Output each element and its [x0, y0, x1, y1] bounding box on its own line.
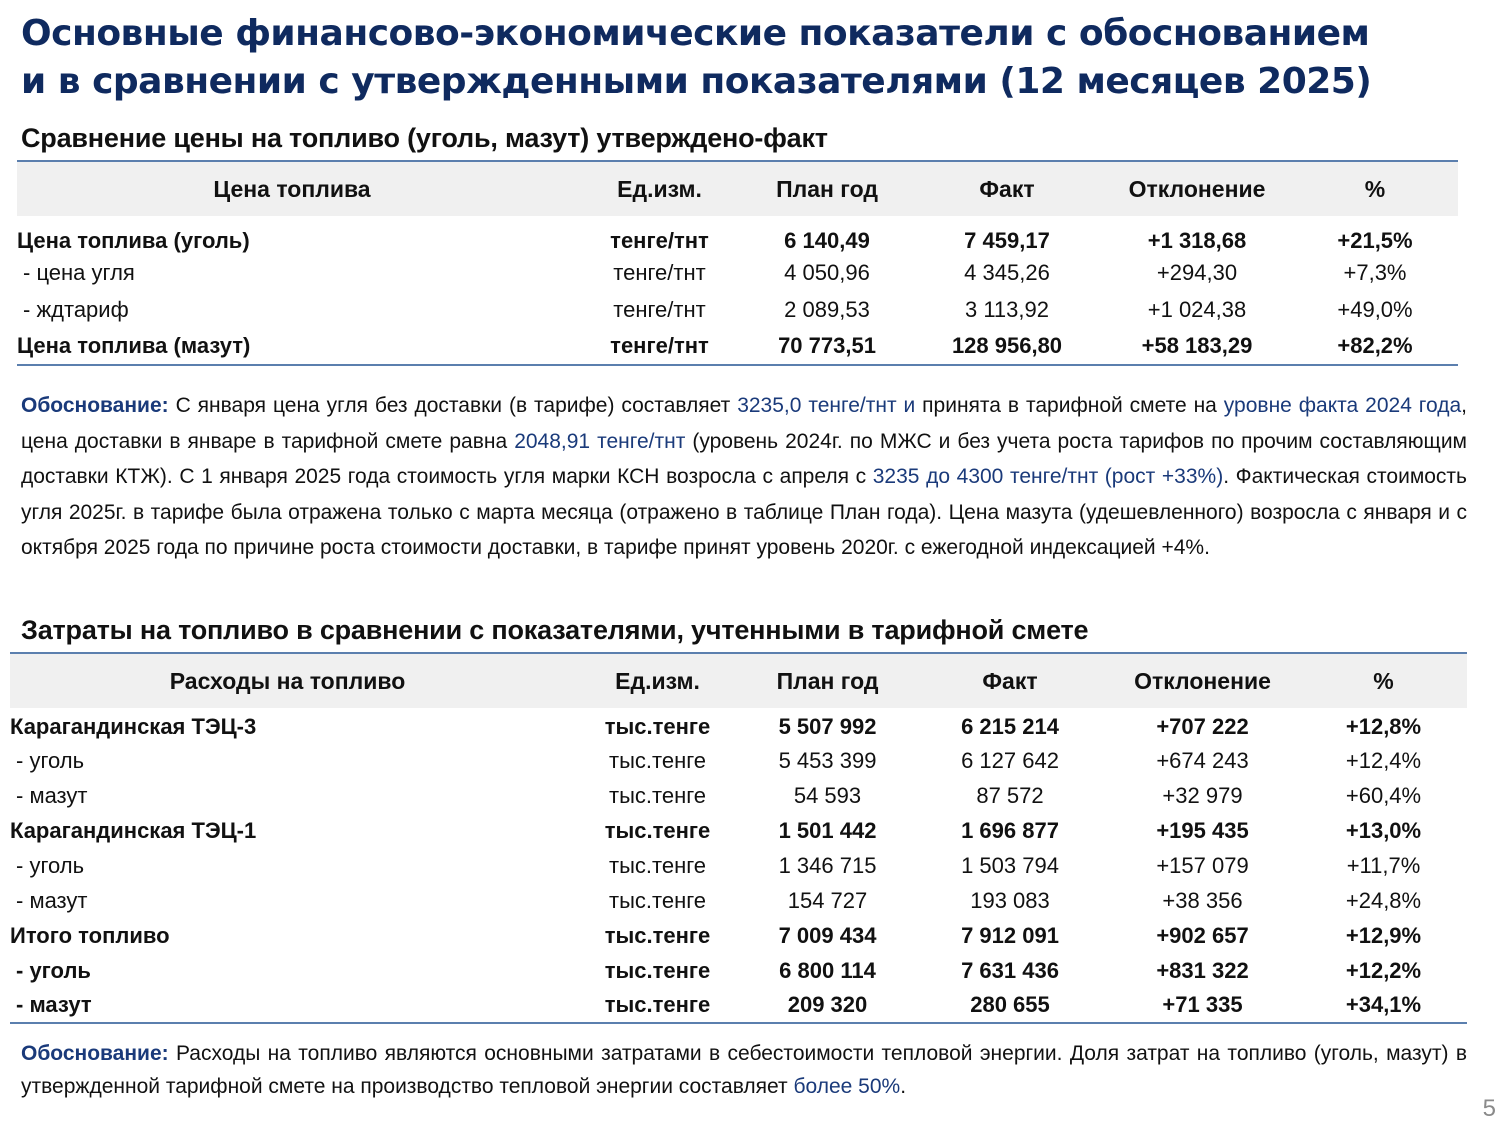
row-label: - цена угля — [23, 259, 135, 285]
table-row — [10, 813, 1467, 848]
row-percent: +49,0% — [1337, 296, 1413, 322]
note-text: , цена доставки в январе в тарифной смете равна — [21, 394, 1467, 453]
row-plan: 70 773,51 — [778, 333, 876, 358]
column-header-deviation: Отклонение — [1102, 161, 1292, 216]
table-header-row — [10, 653, 1467, 708]
row-plan: 4 050,96 — [784, 259, 870, 285]
row-fact: 87 572 — [976, 782, 1044, 808]
row-percent: +24,8% — [1345, 887, 1422, 913]
row-plan: 5 453 399 — [778, 747, 877, 773]
row-label: Карагандинская ТЭЦ-3 — [10, 713, 257, 739]
row-deviation: +58 183,29 — [1141, 333, 1253, 358]
row-plan: 6 800 114 — [779, 957, 876, 983]
row-fact: 1 503 794 — [961, 852, 1059, 878]
row-label: - мазут — [16, 992, 92, 1017]
row-unit: тенге/тнт — [610, 333, 709, 358]
row-unit: тыс.тенге — [609, 747, 706, 773]
table-row — [10, 743, 1467, 778]
page-number: 5 — [1482, 1095, 1496, 1122]
row-fact: 6 215 214 — [961, 713, 1059, 739]
note-highlight: уровне факта 2024 года — [1223, 394, 1462, 417]
column-header-plan: План год — [740, 653, 915, 708]
page-title-line-2: и в сравнении с утвержденными показателями (12 месяцев 2025) — [21, 61, 1372, 102]
table-row — [10, 778, 1467, 813]
row-unit: тыс.тенге — [609, 887, 706, 913]
row-label: Итого топливо — [10, 922, 170, 948]
row-percent: +12,8% — [1345, 713, 1422, 739]
row-deviation: +1 024,38 — [1147, 296, 1247, 322]
row-label: - уголь — [16, 852, 85, 878]
column-header-percent: % — [1292, 161, 1458, 216]
table-header-row — [17, 161, 1458, 216]
row-plan: 2 089,53 — [784, 296, 870, 322]
row-label: Цена топлива (уголь) — [17, 228, 250, 253]
row-label: - мазут — [16, 782, 88, 808]
note-text: принята в тарифной смете на — [915, 394, 1224, 417]
row-unit: тенге/тнт — [610, 228, 709, 253]
row-plan: 1 346 715 — [778, 852, 877, 878]
row-unit: тыс.тенге — [609, 852, 706, 878]
row-plan: 6 140,49 — [784, 228, 870, 253]
row-fact: 280 655 — [970, 992, 1050, 1017]
note-highlight: 3235 до 4300 тенге/тнт (рост +33%) — [872, 465, 1224, 488]
table-row — [10, 883, 1467, 918]
row-fact: 7 631 436 — [961, 957, 1059, 983]
note-text: Расходы на топливо являются основными затратами в себестоимости тепловой энергии. Доля затрат на топливо (уголь, мазут) в утвержденной тарифной смете на производство тепловой энергии составляет — [21, 1042, 1467, 1098]
row-deviation: +71 335 — [1162, 992, 1243, 1017]
note-highlight: 2048,91 тенге/тнт — [514, 429, 686, 453]
column-header-deviation: Отклонение — [1105, 653, 1300, 708]
row-percent: +82,2% — [1337, 333, 1413, 358]
row-deviation: +831 322 — [1156, 957, 1249, 983]
row-fact: 3 113,92 — [964, 296, 1049, 322]
column-header-fact: Факт — [915, 653, 1105, 708]
row-label: Цена топлива (мазут) — [17, 333, 251, 358]
row-deviation: +1 318,68 — [1147, 228, 1247, 253]
price-justification-note — [21, 388, 1467, 566]
table-row — [10, 708, 1467, 743]
table-row — [17, 254, 1458, 291]
column-header-name: Цена топлива — [17, 161, 577, 216]
row-label: Карагандинская ТЭЦ-1 — [10, 817, 257, 843]
row-percent: +21,5% — [1337, 228, 1413, 253]
row-deviation: +902 657 — [1156, 922, 1249, 948]
note-text: . — [900, 1075, 907, 1098]
table-row — [10, 953, 1467, 988]
row-deviation: +294,30 — [1156, 259, 1238, 285]
row-deviation: +32 979 — [1162, 782, 1243, 808]
row-plan: 54 593 — [793, 782, 862, 808]
note-text: . Фактическая стоимость угля 2025г. в тарифе была отражена только с марта месяца (отражено в таблице План года). Цена мазута (удешевленного) возросла с января и с октября 2025 года по причине роста стоимости доставки, в тарифе принят уровень 2020г. с ежегодной индексацией +4%. — [21, 465, 1467, 559]
row-deviation: +38 356 — [1162, 887, 1243, 913]
column-header-plan: План год — [742, 161, 912, 216]
row-percent: +12,9% — [1345, 922, 1422, 948]
row-percent: +13,0% — [1345, 817, 1422, 843]
row-unit: тыс.тенге — [604, 992, 711, 1017]
row-percent: +34,1% — [1345, 992, 1422, 1017]
row-fact: 7 459,17 — [964, 228, 1050, 253]
row-fact: 128 956,80 — [951, 333, 1063, 358]
fuel-price-table — [17, 160, 1458, 366]
row-percent: +7,3% — [1343, 259, 1407, 285]
row-plan: 1 501 442 — [778, 817, 877, 843]
row-unit: тыс.тенге — [604, 957, 711, 983]
note-text: С января цена угля без доставки (в тарифе) составляет — [168, 394, 738, 417]
row-unit: тенге/тнт — [613, 296, 706, 322]
row-fact: 1 696 877 — [961, 817, 1059, 843]
row-deviation: +707 222 — [1156, 713, 1249, 739]
row-deviation: +674 243 — [1156, 747, 1249, 773]
row-fact: 193 083 — [970, 887, 1050, 913]
note-text: (уровень 2024г. по МЖС и без учета роста тарифов по прочим составляющим доставки КТЖ). С 1 января 2025 года стоимость угля марки КСН возросла с апреля с — [21, 429, 1467, 488]
page-title — [21, 10, 1491, 106]
table-row — [10, 848, 1467, 883]
table-row — [17, 328, 1458, 365]
column-header-percent: % — [1300, 653, 1467, 708]
row-fact: 4 345,26 — [964, 259, 1050, 285]
cost-section-title: Затраты на топливо в сравнении с показателями, учтенными в тарифной смете — [21, 615, 1089, 645]
row-plan: 209 320 — [787, 992, 868, 1017]
note-highlight: более 50% — [793, 1075, 901, 1098]
row-unit: тыс.тенге — [609, 782, 706, 808]
row-deviation: +157 079 — [1156, 852, 1249, 878]
row-deviation: +195 435 — [1156, 817, 1249, 843]
note-label: Обоснование: — [21, 1042, 169, 1065]
row-percent: +12,2% — [1345, 957, 1422, 983]
table-row — [17, 291, 1458, 328]
row-label: - ждтариф — [23, 296, 129, 322]
row-unit: тенге/тнт — [613, 259, 706, 285]
cost-justification-note — [21, 1037, 1467, 1103]
fuel-cost-table — [10, 652, 1467, 1024]
row-label: - уголь — [16, 747, 85, 773]
column-header-fact: Факт — [912, 161, 1102, 216]
note-label: Обоснование: — [21, 394, 169, 417]
row-fact: 6 127 642 — [961, 747, 1059, 773]
row-label: - мазут — [16, 887, 88, 913]
row-plan: 5 507 992 — [778, 713, 877, 739]
note-highlight: 3235,0 тенге/тнт и — [737, 394, 916, 417]
table-row — [10, 918, 1467, 953]
row-percent: +12,4% — [1345, 747, 1422, 773]
row-unit: тыс.тенге — [604, 922, 711, 948]
row-unit: тыс.тенге — [604, 713, 711, 739]
column-header-unit: Ед.изм. — [577, 161, 742, 216]
row-fact: 7 912 091 — [961, 922, 1059, 948]
column-header-name: Расходы на топливо — [10, 653, 575, 708]
table-row — [17, 216, 1458, 254]
price-section-title: Сравнение цены на топливо (уголь, мазут) утверждено-факт — [21, 123, 828, 153]
row-label: - уголь — [16, 957, 91, 983]
row-unit: тыс.тенге — [604, 817, 711, 843]
row-plan: 7 009 434 — [778, 922, 877, 948]
table-row — [10, 988, 1467, 1023]
fuel-price-table-body — [17, 216, 1458, 365]
row-percent: +11,7% — [1346, 852, 1421, 878]
column-header-unit: Ед.изм. — [575, 653, 740, 708]
fuel-cost-table-body — [10, 708, 1467, 1023]
row-percent: +60,4% — [1345, 782, 1422, 808]
page-title-line-1: Основные финансово-экономические показатели с обоснованием — [21, 13, 1370, 54]
row-plan: 154 727 — [787, 887, 868, 913]
